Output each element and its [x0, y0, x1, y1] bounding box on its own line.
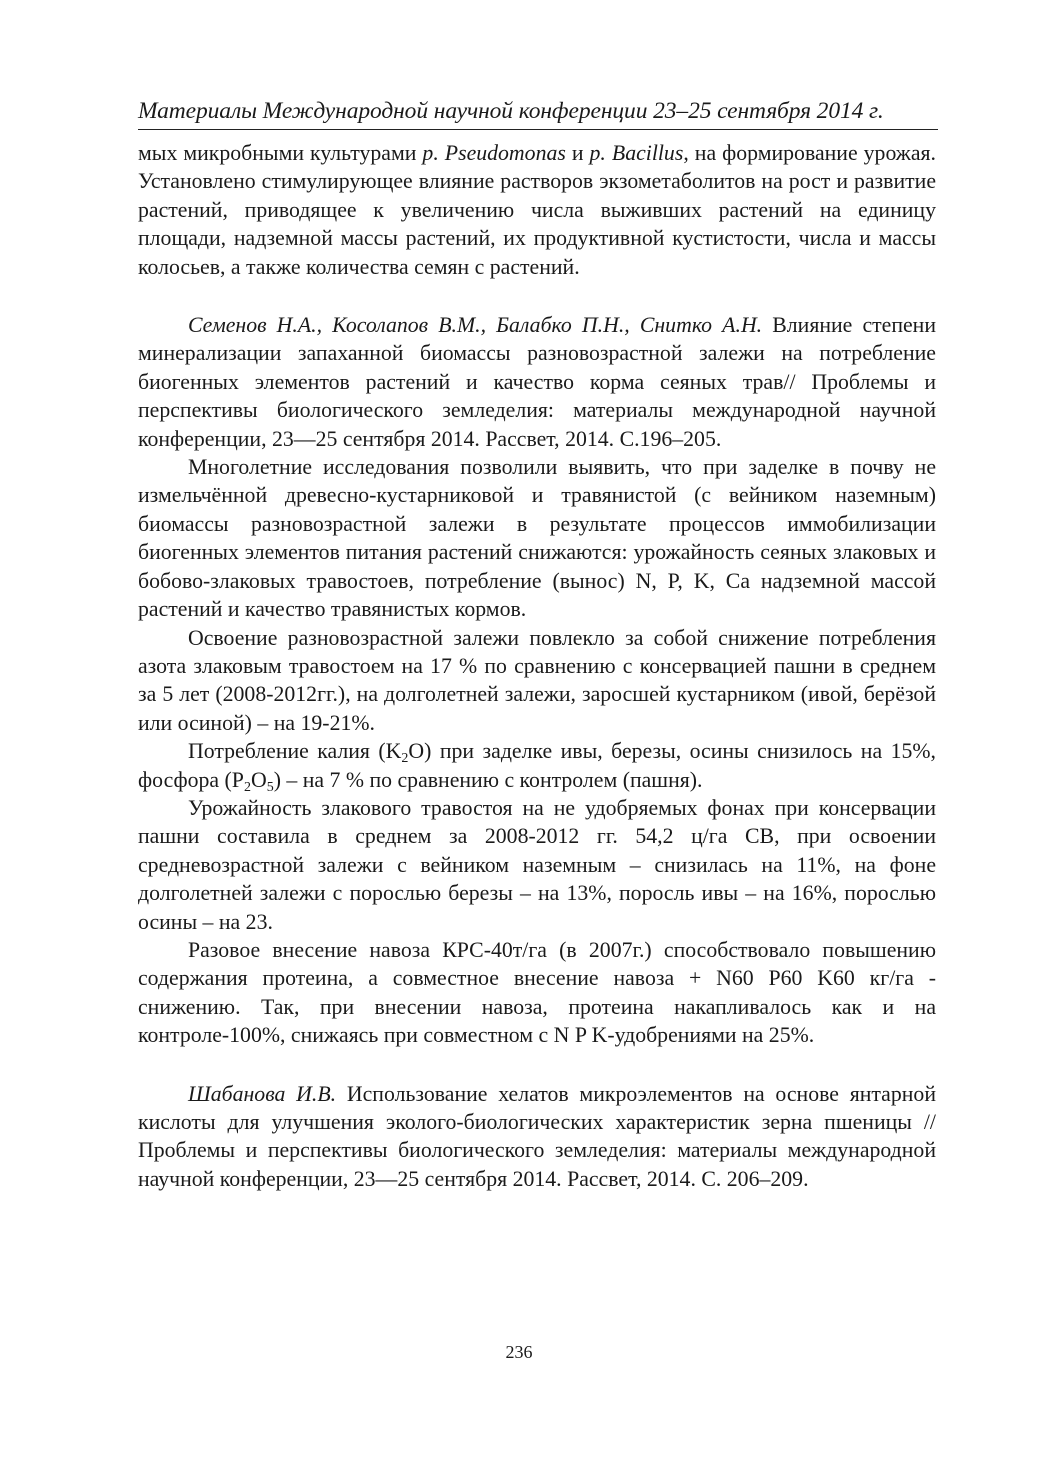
header-rule — [138, 129, 938, 130]
article-citation — [138, 311, 936, 453]
body-paragraph: Разовое внесение навоза КРС-40т/га (в 2007г.) способствовало повышению содержания протеина, а совместное внесение навоза + N60 P60 K60 кг/га - снижению. Так, при внесении навоза, протеина накапливалось как и на контроле-100%, снижаясь при совместном с N P K-удобрениями на 25%. — [138, 937, 936, 1048]
page-number: 236 — [505, 1342, 533, 1362]
article-citation — [138, 1080, 936, 1194]
article-authors: Шабанова И.В. — [188, 1081, 337, 1106]
section-gap — [138, 1050, 936, 1080]
page-body — [138, 139, 936, 1193]
article-title: Использование хелатов микроэлементов на основе янтарной кислоты для улучшения эколого-биологических характеристик зерна пшеницы // Проблемы и перспективы биологического земледелия: материалы международной научной конференции, 23—25 сентября 2014. Рассвет, 2014. С. 206–209. — [138, 1081, 936, 1191]
genus-pseudomonas: p. Pseudomonas — [422, 141, 566, 165]
continuation-paragraph: мых микробными культурами p. Pseudomonas и p. Bacillus, на формирование урожая. Установлено стимулирующее влияние растворов экзометаболитов на рост и развитие растений, приводящее к увеличению числа выживших растений на единицу площади, надземной массы растений, их продуктивной кустистости, числа и массы колосьев, а также количества семян с растений. — [138, 141, 937, 279]
body-paragraph: Освоение разновозрастной залежи повлекло за собой снижение потребления азота злаковым травостоем на 17 % по сравнению с консервацией пашни в среднем за 5 лет (2008-2012гг.), на долголетней залежи, заросшей кустарником (ивой, берёзой или осиной) – на 19-21%. — [138, 625, 936, 735]
article-title: Влияние степени минерализации запаханной биомассы разновозрастной залежи на потребление биогенных элементов растений и качество корма сеяных трав// Проблемы и перспективы биологического земледелия: материалы международной научной конференции, 23—25 сентября 2014. Рассвет, 2014. С.196–205. — [138, 313, 936, 451]
body-paragraph: Урожайность злакового травостоя на не удобряемых фонах при консервации пашни составила в среднем за 2008-2012 гг. 54,2 ц/га СВ, при освоении средневозрастной залежи с вейником наземным – снизилась на 11%, на фоне долголетней залежи с порослью березы – на 13%, поросль ивы – на 16%, порослью осины – на 23. — [138, 795, 936, 934]
running-header: Материалы Международной научной конференции 23–25 сентября 2014 г. — [138, 98, 884, 124]
genus-bacillus: p. Bacillus — [589, 141, 684, 165]
section-gap — [138, 281, 936, 311]
body-paragraph: Потребление калия $(K_2O)$ при заделке ивы, березы, осины снизилось на 15%, фосфора $(P_2O_5)$ – на 7 % по сравнению с контролем (пашня). — [138, 739, 936, 795]
body-paragraph: Многолетние исследования позволили выявить, что при заделке в почву не измельчённой древесно-кустарниковой и травянистой (с вейником наземным) биомассы разновозрастной залежи в результате процессов иммобилизации биогенных элементов питания растений снижаются: урожайность сеяных злаковых и бобово-злаковых травостоев, потребление (вынос) N, P, K, Са надземной массой растений и качество травянистых кормов. — [138, 455, 936, 622]
article-authors: Семенов Н.А., Косолапов В.М., Балабко П.Н., Снитко А.Н. — [188, 313, 763, 338]
